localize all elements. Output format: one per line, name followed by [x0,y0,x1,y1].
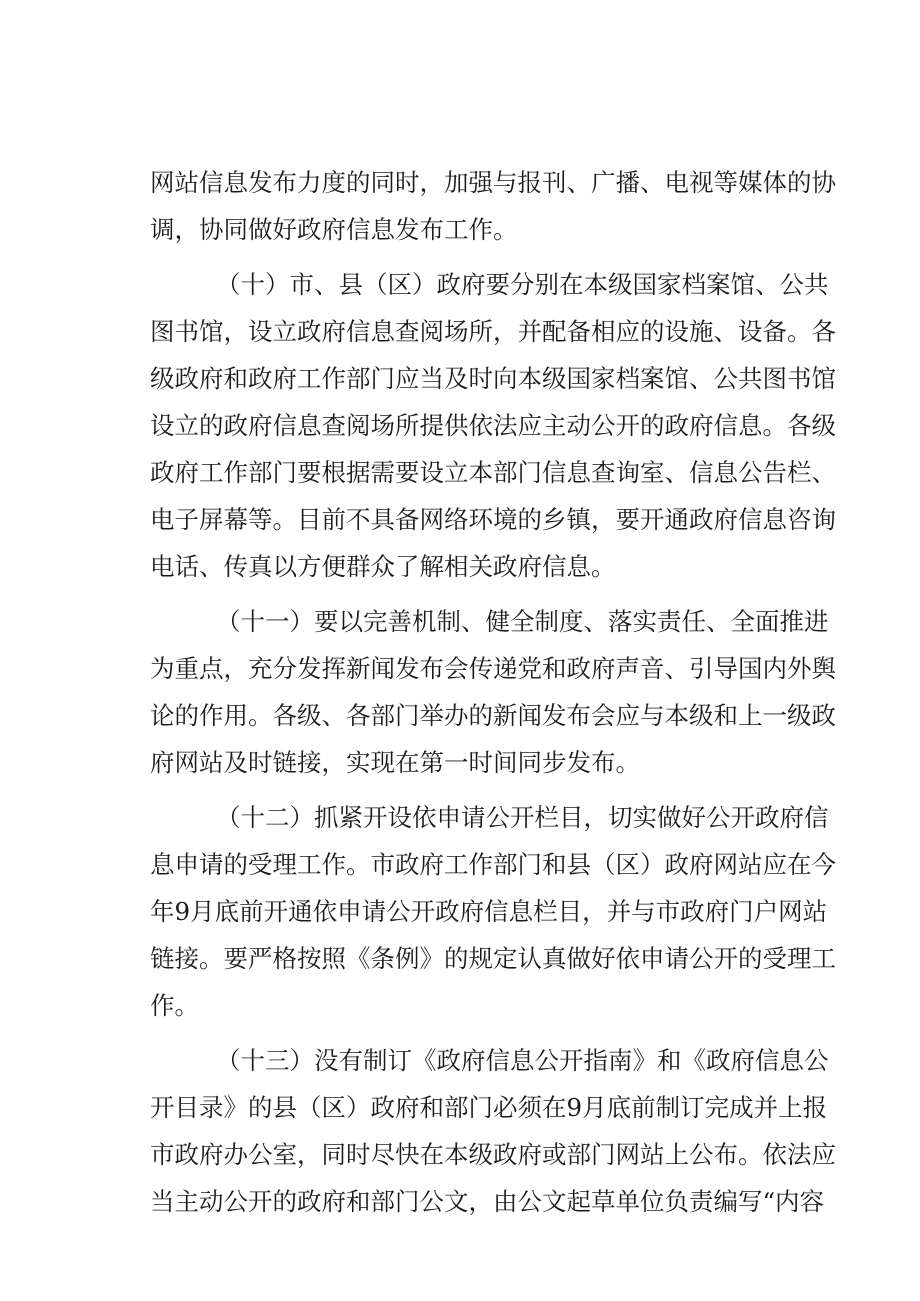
text-line: 网站信息发布力度的同时，加强与报刊、广播、电视等媒体的协 [150,168,836,197]
text-line: 年9月底前开通依申请公开政府信息栏目，并与市政府门户网站 [150,897,828,926]
text-line: 图书馆，设立政府信息查阅场所，并配备相应的设施、设备。各 [150,317,836,346]
text-line: 电子屏幕等。目前不具备网络环境的乡镇，要开通政府信息咨询 [150,505,836,534]
text-line: （十）市、县（区）政府要分别在本级国家档案馆、公共 [216,270,829,299]
text-line: 府网站及时链接，实现在第一时间同步发布。 [150,748,640,777]
text-line: 电话、传真以方便群众了解相关政府信息。 [150,552,616,581]
text-line: 市政府办公室，同时尽快在本级政府或部门网站上公布。依法应 [150,1140,836,1169]
text-line: 政府工作部门要根据需要设立本部门信息查询室、信息公告栏、 [150,458,836,487]
text-line: 当主动公开的政府和部门公文，由公文起草单位负责编写“内容 [150,1187,825,1216]
text-line: 作。 [150,991,199,1020]
text-line: （十二）抓紧开设依申请公开栏目，切实做好公开政府信 [216,803,829,832]
text-line: 设立的政府信息查阅场所提供依法应主动公开的政府信息。各级 [150,411,836,440]
text-line: （十三）没有制订《政府信息公开指南》和《政府信息公 [216,1046,829,1075]
text-line: 开目录》的县（区）政府和部门必须在9月底前制订完成并上报 [150,1093,828,1122]
text-line: 调，协同做好政府信息发布工作。 [150,215,518,244]
text-line: 息申请的受理工作。市政府工作部门和县（区）政府网站应在今 [150,850,836,879]
text-line: 级政府和政府工作部门应当及时向本级国家档案馆、公共图书馆 [150,364,836,393]
text-line: 论的作用。各级、各部门举办的新闻发布会应与本级和上一级政 [150,701,836,730]
text-line: 为重点，充分发挥新闻发布会传递党和政府声音、引导国内外舆 [150,654,836,683]
text-line: （十一）要以完善机制、健全制度、落实责任、全面推进 [216,607,829,636]
text-line: 链接。要严格按照《条例》的规定认真做好依申请公开的受理工 [150,944,836,973]
